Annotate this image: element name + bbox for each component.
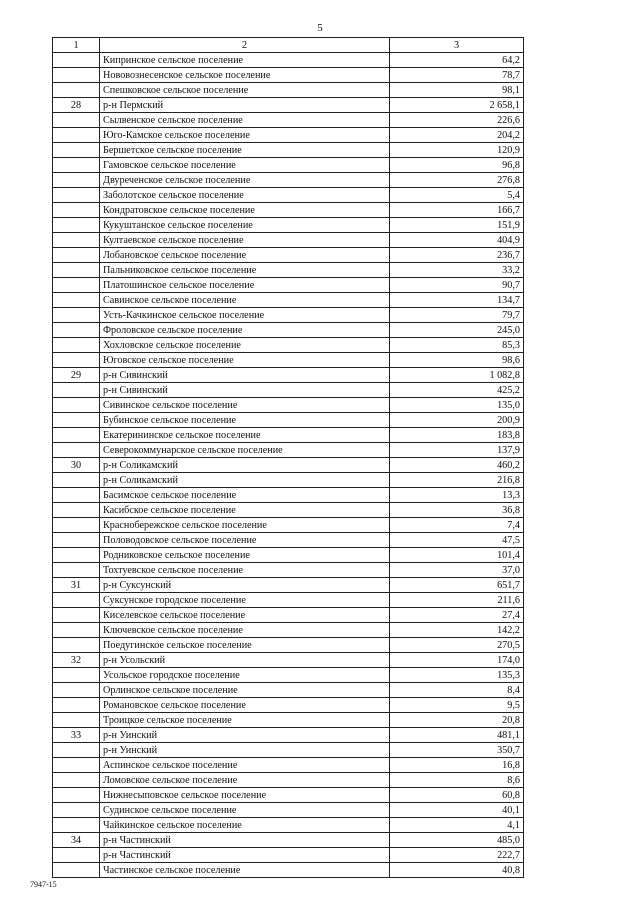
table-row xyxy=(53,413,524,428)
row-value: 350,7 xyxy=(390,743,524,758)
table-row xyxy=(53,233,524,248)
table-row xyxy=(53,788,524,803)
table-row xyxy=(53,293,524,308)
table-row xyxy=(53,743,524,758)
row-value: 7,4 xyxy=(390,518,524,533)
row-name: Сивинское сельское поселение xyxy=(100,398,390,413)
row-value: 90,7 xyxy=(390,278,524,293)
table-row xyxy=(53,518,524,533)
row-value: 211,6 xyxy=(390,593,524,608)
row-name: Фроловское сельское поселение xyxy=(100,323,390,338)
row-number xyxy=(53,233,100,248)
row-number xyxy=(53,428,100,443)
row-value: 85,3 xyxy=(390,338,524,353)
allocation-table xyxy=(52,37,524,878)
table-row xyxy=(53,353,524,368)
row-number: 30 xyxy=(53,458,100,473)
row-value: 101,4 xyxy=(390,548,524,563)
table-row xyxy=(53,818,524,833)
row-value: 142,2 xyxy=(390,623,524,638)
row-value: 183,8 xyxy=(390,428,524,443)
row-number xyxy=(53,143,100,158)
row-name: Савинское сельское поселение xyxy=(100,293,390,308)
table-header-row xyxy=(53,38,524,53)
row-value: 8,4 xyxy=(390,683,524,698)
row-value: 137,9 xyxy=(390,443,524,458)
row-value: 135,0 xyxy=(390,398,524,413)
table-row xyxy=(53,728,524,743)
row-name: Лобановское сельское поселение xyxy=(100,248,390,263)
row-number xyxy=(53,308,100,323)
row-number xyxy=(53,638,100,653)
row-value: 204,2 xyxy=(390,128,524,143)
table-row xyxy=(53,128,524,143)
row-number: 34 xyxy=(53,833,100,848)
row-number xyxy=(53,188,100,203)
row-number xyxy=(53,68,100,83)
table-row xyxy=(53,53,524,68)
row-value: 40,1 xyxy=(390,803,524,818)
row-name: Кукуштанское сельское поселение xyxy=(100,218,390,233)
row-value: 40,8 xyxy=(390,863,524,878)
row-value: 276,8 xyxy=(390,173,524,188)
row-number xyxy=(53,113,100,128)
row-name: Краснобережское сельское поселение xyxy=(100,518,390,533)
row-number xyxy=(53,383,100,398)
row-value: 245,0 xyxy=(390,323,524,338)
table-row xyxy=(53,428,524,443)
table-row xyxy=(53,113,524,128)
table-row xyxy=(53,203,524,218)
row-name: Екатерининское сельское поселение xyxy=(100,428,390,443)
row-value: 36,8 xyxy=(390,503,524,518)
table-row xyxy=(53,698,524,713)
table-row xyxy=(53,83,524,98)
row-number xyxy=(53,398,100,413)
row-name: Бершетское сельское поселение xyxy=(100,143,390,158)
row-number xyxy=(53,518,100,533)
row-name: Спешковское сельское поселение xyxy=(100,83,390,98)
table-row xyxy=(53,338,524,353)
row-name: р-н Уинский xyxy=(100,743,390,758)
table-row xyxy=(53,368,524,383)
row-number xyxy=(53,593,100,608)
row-value: 37,0 xyxy=(390,563,524,578)
row-value: 216,8 xyxy=(390,473,524,488)
row-value: 460,2 xyxy=(390,458,524,473)
row-value: 9,5 xyxy=(390,698,524,713)
row-name: р-н Сивинский xyxy=(100,368,390,383)
row-value: 20,8 xyxy=(390,713,524,728)
row-number xyxy=(53,713,100,728)
row-value: 270,5 xyxy=(390,638,524,653)
row-name: р-н Частинский xyxy=(100,848,390,863)
row-number: 32 xyxy=(53,653,100,668)
table-row xyxy=(53,848,524,863)
row-name: Нововознесенское сельское поселение xyxy=(100,68,390,83)
row-name: Басимское сельское поселение xyxy=(100,488,390,503)
row-name: Кипринское сельское поселение xyxy=(100,53,390,68)
row-number xyxy=(53,473,100,488)
row-name: р-н Соликамский xyxy=(100,458,390,473)
row-number xyxy=(53,758,100,773)
row-value: 2 658,1 xyxy=(390,98,524,113)
table-row xyxy=(53,143,524,158)
header-col-3: 3 xyxy=(390,38,524,53)
row-name: Пальниковское сельское поселение xyxy=(100,263,390,278)
row-number xyxy=(53,563,100,578)
row-value: 151,9 xyxy=(390,218,524,233)
row-name: Тохтуевское сельское поселение xyxy=(100,563,390,578)
table-row xyxy=(53,263,524,278)
table-row xyxy=(53,563,524,578)
row-number: 31 xyxy=(53,578,100,593)
table-row xyxy=(53,863,524,878)
row-number xyxy=(53,488,100,503)
header-col-1: 1 xyxy=(53,38,100,53)
row-number xyxy=(53,788,100,803)
row-value: 16,8 xyxy=(390,758,524,773)
row-number xyxy=(53,218,100,233)
row-name: Родниковское сельское поселение xyxy=(100,548,390,563)
table-row xyxy=(53,803,524,818)
row-name: Чайкинское сельское поселение xyxy=(100,818,390,833)
table-row xyxy=(53,98,524,113)
row-name: Ломовское сельское поселение xyxy=(100,773,390,788)
row-name: Киселевское сельское поселение xyxy=(100,608,390,623)
row-number xyxy=(53,863,100,878)
table-row xyxy=(53,473,524,488)
row-value: 47,5 xyxy=(390,533,524,548)
table-row xyxy=(53,323,524,338)
row-value: 60,8 xyxy=(390,788,524,803)
table-row xyxy=(53,503,524,518)
row-value: 135,3 xyxy=(390,668,524,683)
table-row xyxy=(53,383,524,398)
row-number xyxy=(53,773,100,788)
header-col-2: 2 xyxy=(100,38,390,53)
row-value: 120,9 xyxy=(390,143,524,158)
row-name: Романовское сельское поселение xyxy=(100,698,390,713)
row-value: 27,4 xyxy=(390,608,524,623)
row-value: 98,6 xyxy=(390,353,524,368)
row-name: р-н Суксунский xyxy=(100,578,390,593)
table-row xyxy=(53,653,524,668)
row-value: 1 082,8 xyxy=(390,368,524,383)
row-name: Троицкое сельское поселение xyxy=(100,713,390,728)
table-row xyxy=(53,713,524,728)
row-number: 33 xyxy=(53,728,100,743)
row-number xyxy=(53,203,100,218)
row-value: 64,2 xyxy=(390,53,524,68)
row-name: Частинское сельское поселение xyxy=(100,863,390,878)
table-row xyxy=(53,398,524,413)
row-name: Юговское сельское поселение xyxy=(100,353,390,368)
row-number xyxy=(53,173,100,188)
row-number xyxy=(53,128,100,143)
table-row xyxy=(53,218,524,233)
row-value: 98,1 xyxy=(390,83,524,98)
row-number xyxy=(53,623,100,638)
table-row xyxy=(53,758,524,773)
row-number xyxy=(53,413,100,428)
table-row xyxy=(53,773,524,788)
row-name: Северокоммунарское сельское поселение xyxy=(100,443,390,458)
row-name: Гамовское сельское поселение xyxy=(100,158,390,173)
row-value: 96,8 xyxy=(390,158,524,173)
table-row xyxy=(53,833,524,848)
row-number xyxy=(53,83,100,98)
row-name: Култаевское сельское поселение xyxy=(100,233,390,248)
row-name: Усольское городское поселение xyxy=(100,668,390,683)
table-row xyxy=(53,533,524,548)
row-value: 236,7 xyxy=(390,248,524,263)
row-name: Аспинское сельское поселение xyxy=(100,758,390,773)
table-row xyxy=(53,578,524,593)
row-value: 33,2 xyxy=(390,263,524,278)
row-name: р-н Сивинский xyxy=(100,383,390,398)
row-value: 134,7 xyxy=(390,293,524,308)
row-number xyxy=(53,683,100,698)
row-number xyxy=(53,743,100,758)
row-number xyxy=(53,848,100,863)
row-name: Сылвенское сельское поселение xyxy=(100,113,390,128)
row-number xyxy=(53,278,100,293)
row-value: 5,4 xyxy=(390,188,524,203)
row-name: Нижнесыповское сельское поселение xyxy=(100,788,390,803)
row-value: 4,1 xyxy=(390,818,524,833)
row-value: 13,3 xyxy=(390,488,524,503)
row-number xyxy=(53,698,100,713)
row-value: 8,6 xyxy=(390,773,524,788)
row-number xyxy=(53,338,100,353)
row-number xyxy=(53,443,100,458)
row-number xyxy=(53,608,100,623)
table-row xyxy=(53,248,524,263)
row-name: Хохловское сельское поселение xyxy=(100,338,390,353)
row-value: 651,7 xyxy=(390,578,524,593)
row-value: 485,0 xyxy=(390,833,524,848)
row-value: 222,7 xyxy=(390,848,524,863)
table-row xyxy=(53,308,524,323)
row-name: Суксунское городское поселение xyxy=(100,593,390,608)
row-number xyxy=(53,158,100,173)
row-value: 174,0 xyxy=(390,653,524,668)
row-name: Ключевское сельское поселение xyxy=(100,623,390,638)
row-name: Половодовское сельское поселение xyxy=(100,533,390,548)
row-number xyxy=(53,263,100,278)
row-value: 166,7 xyxy=(390,203,524,218)
table-row xyxy=(53,188,524,203)
row-value: 78,7 xyxy=(390,68,524,83)
row-name: Платошинское сельское поселение xyxy=(100,278,390,293)
row-name: р-н Уинский xyxy=(100,728,390,743)
table-row xyxy=(53,158,524,173)
row-name: Касибское сельское поселение xyxy=(100,503,390,518)
row-number xyxy=(53,353,100,368)
row-name: р-н Соликамский xyxy=(100,473,390,488)
row-name: р-н Пермский xyxy=(100,98,390,113)
table-row xyxy=(53,68,524,83)
table-row xyxy=(53,593,524,608)
table-row xyxy=(53,173,524,188)
table-row xyxy=(53,668,524,683)
row-number xyxy=(53,803,100,818)
row-number xyxy=(53,248,100,263)
row-value: 481,1 xyxy=(390,728,524,743)
row-number xyxy=(53,548,100,563)
row-name: Орлинское сельское поселение xyxy=(100,683,390,698)
row-number xyxy=(53,533,100,548)
row-name: р-н Усольский xyxy=(100,653,390,668)
row-name: Бубинское сельское поселение xyxy=(100,413,390,428)
row-name: Поедугинское сельское поселение xyxy=(100,638,390,653)
row-value: 404,9 xyxy=(390,233,524,248)
table-row xyxy=(53,278,524,293)
page-number: 5 xyxy=(317,22,323,34)
row-name: р-н Частинский xyxy=(100,833,390,848)
row-number xyxy=(53,323,100,338)
row-number xyxy=(53,53,100,68)
row-value: 79,7 xyxy=(390,308,524,323)
row-number xyxy=(53,503,100,518)
row-name: Усть-Качкинское сельское поселение xyxy=(100,308,390,323)
row-number: 28 xyxy=(53,98,100,113)
row-number xyxy=(53,818,100,833)
table-row xyxy=(53,488,524,503)
row-value: 226,6 xyxy=(390,113,524,128)
row-number: 29 xyxy=(53,368,100,383)
footer-code: 7947-15 xyxy=(30,880,57,889)
table-row xyxy=(53,623,524,638)
row-value: 425,2 xyxy=(390,383,524,398)
table-row xyxy=(53,548,524,563)
table-row xyxy=(53,443,524,458)
table-row xyxy=(53,683,524,698)
row-name: Юго-Камское сельское поселение xyxy=(100,128,390,143)
row-value: 200,9 xyxy=(390,413,524,428)
row-number xyxy=(53,293,100,308)
table-row xyxy=(53,608,524,623)
row-name: Судинское сельское поселение xyxy=(100,803,390,818)
table-row xyxy=(53,458,524,473)
row-name: Кондратовское сельское поселение xyxy=(100,203,390,218)
table-row xyxy=(53,638,524,653)
row-name: Заболотское сельское поселение xyxy=(100,188,390,203)
row-name: Двуреченское сельское поселение xyxy=(100,173,390,188)
row-number xyxy=(53,668,100,683)
